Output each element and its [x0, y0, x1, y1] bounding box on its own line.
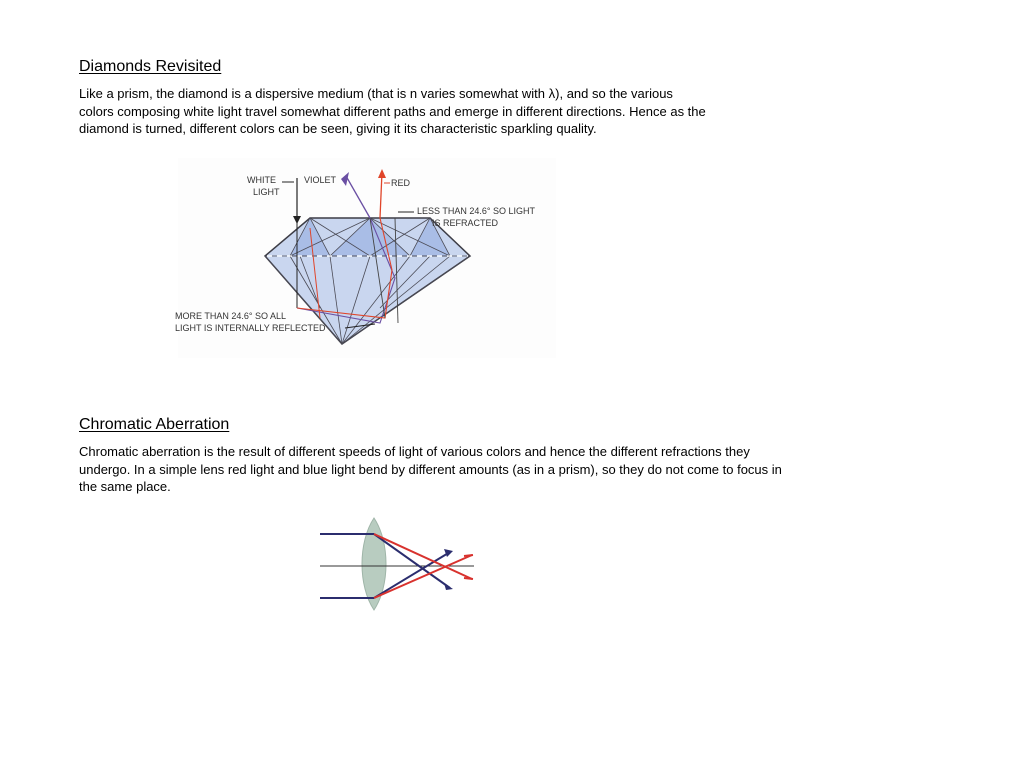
- label-red: RED: [391, 178, 411, 188]
- label-more-than-line2: LIGHT IS INTERNALLY REFLECTED: [175, 323, 326, 333]
- paragraph-line: diamond is turned, different colors can be seen, giving it its characteristic sparkling quality.: [79, 121, 597, 136]
- label-more-than-line1: MORE THAN 24.6° SO ALL: [175, 311, 286, 321]
- diamond-dispersion-figure: [170, 158, 560, 363]
- label-violet: VIOLET: [304, 175, 337, 185]
- blue-arrowhead-bottom: [444, 583, 453, 590]
- label-light: LIGHT: [253, 187, 280, 197]
- paragraph-line: undergo. In a simple lens red light and blue light bend by different amounts (as in a prism), so they do not come to focus in: [79, 461, 782, 477]
- paragraph-line: Like a prism, the diamond is a dispersive medium (that is n varies somewhat with λ), and so the various: [79, 86, 673, 101]
- red-ray-tip-bottom: [464, 578, 473, 579]
- red-ray-top: [374, 534, 472, 579]
- convex-lens: [362, 518, 386, 610]
- label-less-than-line1: LESS THAN 24.6° SO LIGHT: [417, 206, 535, 216]
- red-ray-tip-top: [464, 555, 473, 556]
- section-heading-chromatic-aberration: Chromatic Aberration: [79, 416, 230, 433]
- paragraph-diamonds: [79, 85, 706, 138]
- paragraph-line: colors composing white light travel somewhat different paths and emerge in different directions. Hence as the: [79, 103, 706, 119]
- label-white: WHITE: [247, 175, 276, 185]
- label-less-than-line2: IS REFRACTED: [432, 218, 499, 228]
- section-heading-diamonds: Diamonds Revisited: [79, 58, 222, 75]
- paragraph-line: Chromatic aberration is the result of different speeds of light of various colors and hence the different refractions they: [79, 444, 750, 459]
- paragraph-chromatic-aberration: [79, 443, 782, 496]
- chromatic-aberration-lens-figure: [316, 514, 481, 614]
- red-ray-bottom: [374, 555, 472, 598]
- paragraph-line: the same place.: [79, 479, 171, 494]
